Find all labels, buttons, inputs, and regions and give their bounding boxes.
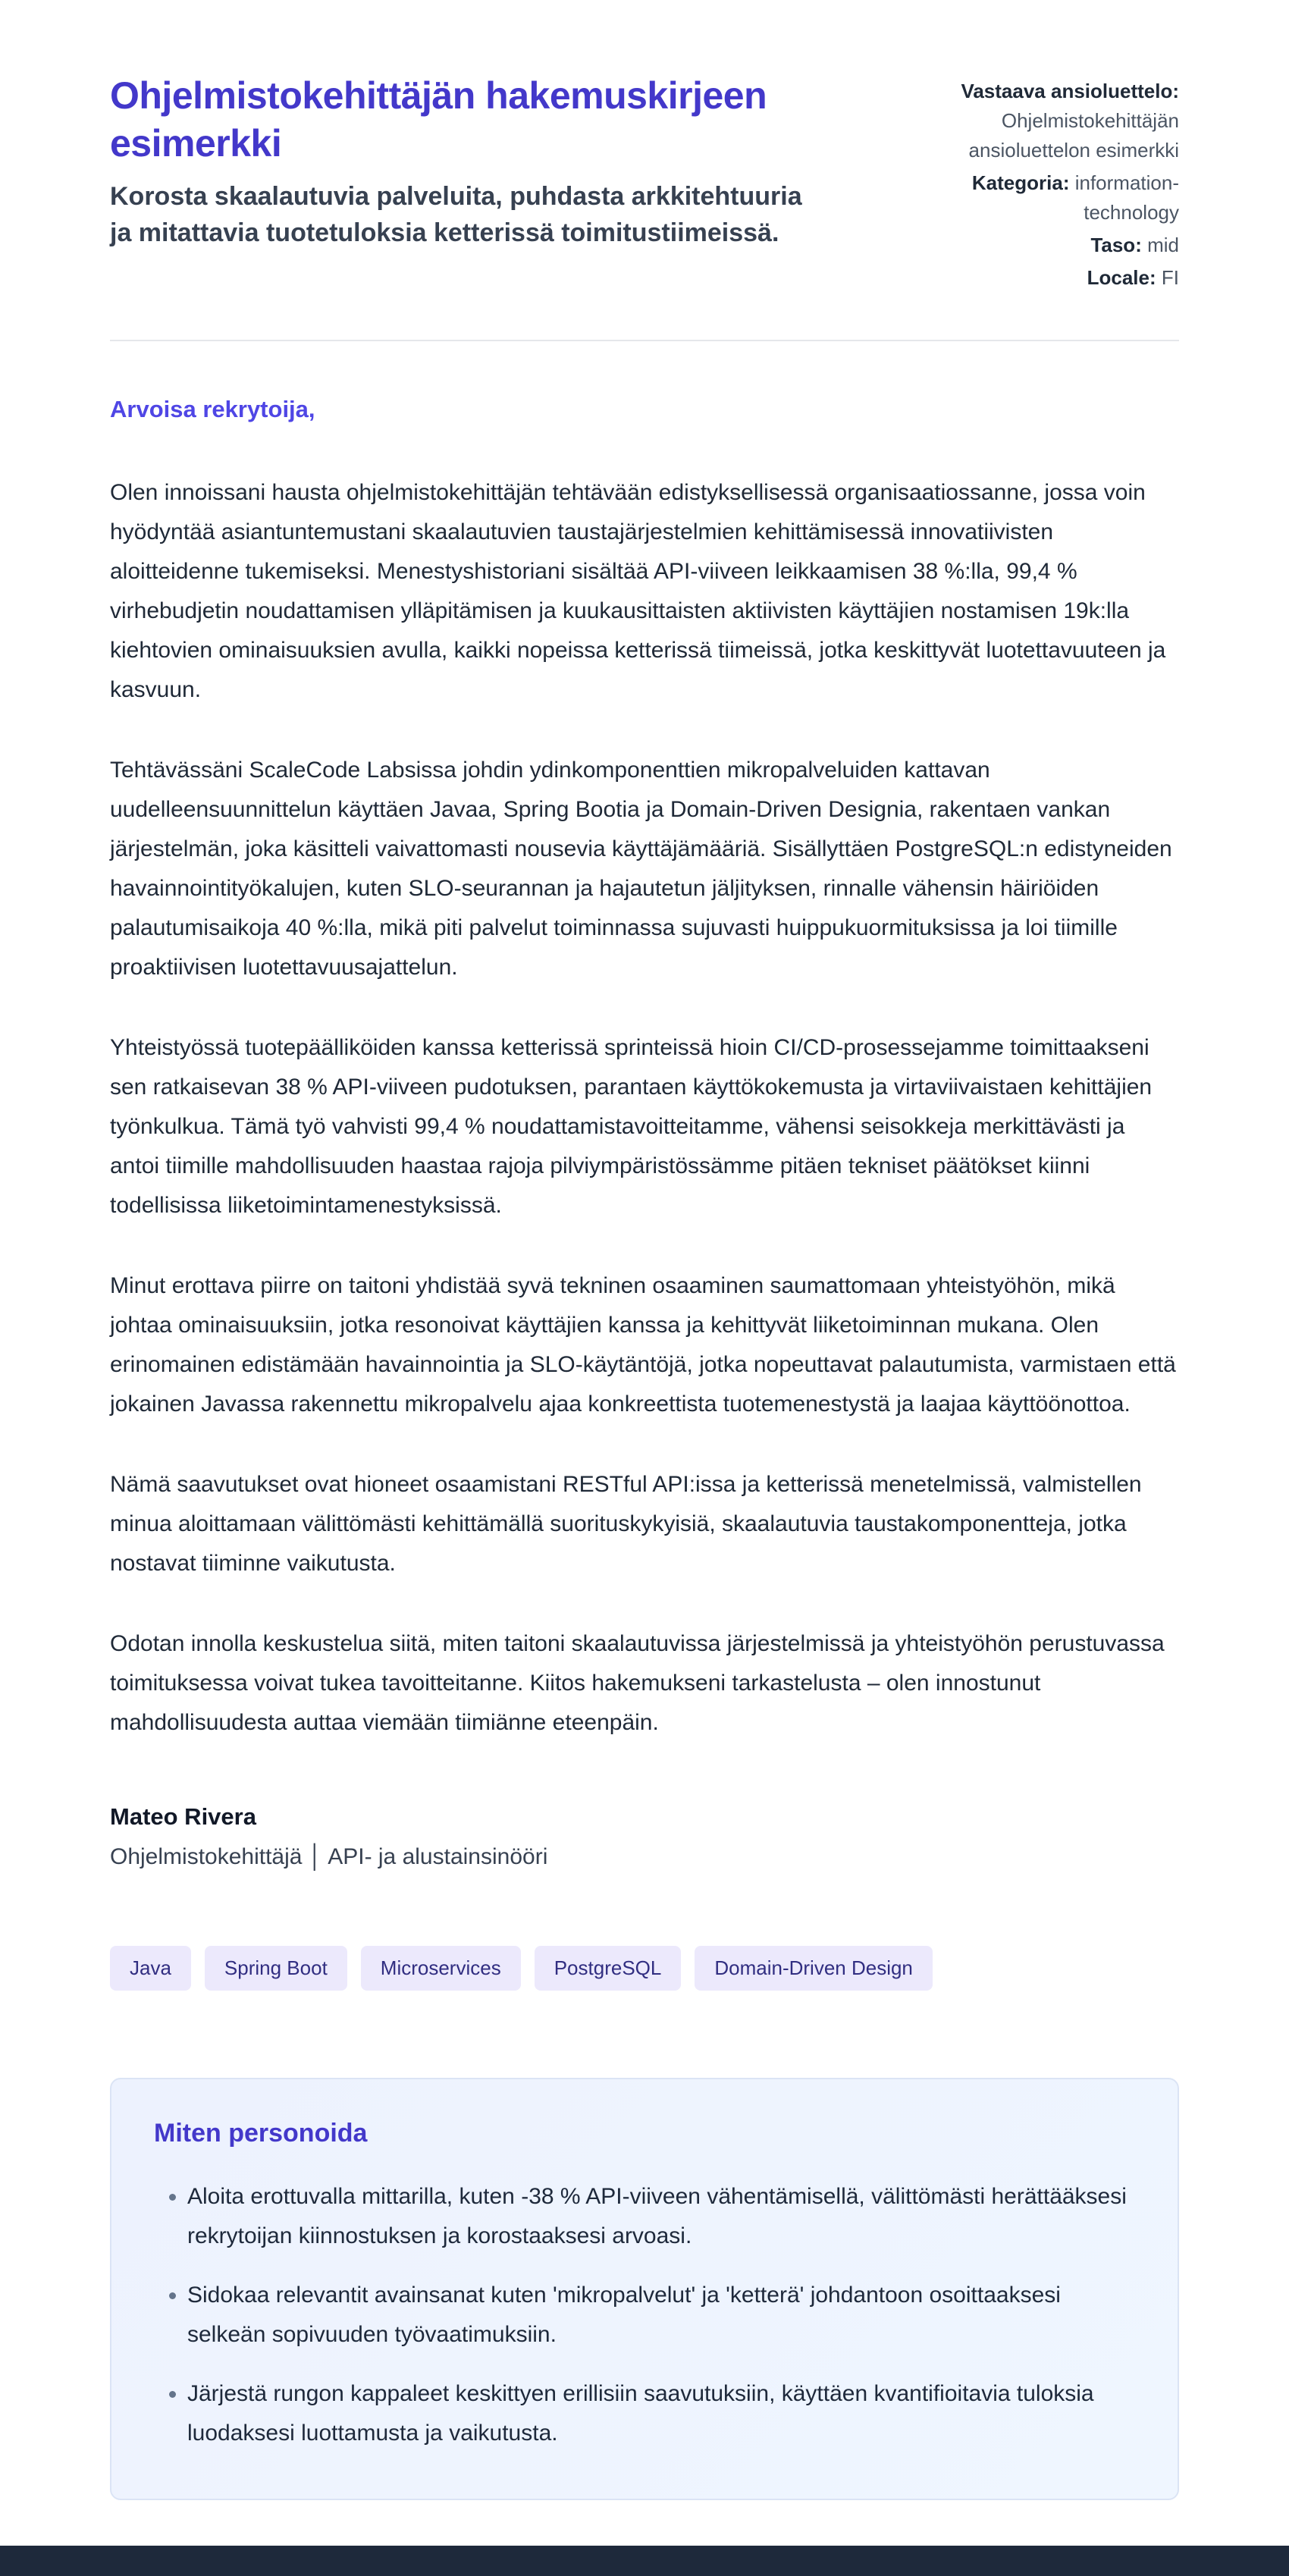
letter-paragraph: Odotan innolla keskustelua siitä, miten taitoni skaalautuvissa järjestelmissä ja yhteistyöhön perustuvassa toimituksessa voivat tukea tavoitteitanne. Kiitos hakemukseni tarkastelusta – olen innostunut mahdollisuudesta auttaa viemään tiimiänne eteenpäin. (110, 1631, 1165, 1735)
callout-title: Miten personoida (154, 2119, 368, 2148)
tag-pill[interactable]: Microservices (361, 1946, 521, 1991)
meta-label: Vastaava ansioluettelo: (961, 80, 1179, 102)
letter-body (110, 396, 1179, 2500)
letter-paragraph: Minut erottava piirre on taitoni yhdistää syvä tekninen osaaminen saumattomaan yhteistyöhön, mikä johtaa ominaisuuksiin, jotka resonoivat käyttäjien kanssa ja kehittyvät liiketoiminnan mukana. Olen erinomainen edistämään havainnointia ja SLO-käytäntöjä, jotka nopeuttavat palautumista, varmistaen että jokainen Javassa rakennettu mikropalvelu ajaa konkreettista tuotemenestystä ja laajaa käyttöönottoa. (110, 1273, 1176, 1417)
meta-value: Ohjelmistokehittäjän ansioluettelon esimerkki (968, 109, 1179, 162)
letter-paragraph: Yhteistyössä tuotepäälliköiden kanssa ketterissä sprinteissä hioin CI/CD-prosessejamme toimittaakseni sen ratkaisevan 38 % API-viiveen pudotuksen, parantaen käyttökokemusta ja virtaviivaistaen kehittäjien työnkulkua. Tämä työ vahvisti 99,4 % noudattamistavoitteitamme, vähensi seisokkeja merkittävästi ja antoi tiimille mahdollisuuden haastaa rajoja pilviympäristössämme pitäen tekniset päätökset kiinni todellisissa liiketoimintamenestyksissä. (110, 1035, 1153, 1218)
tag-pill[interactable]: Java (110, 1946, 191, 1991)
meta-value: mid (1147, 234, 1179, 256)
page-footer (0, 2546, 1289, 2576)
page-title: Ohjelmistokehittäjän hakemuskirjeen esimerkki (110, 74, 767, 165)
meta-value: information-technology (1074, 171, 1179, 224)
letter-paragraphs (110, 473, 1179, 1743)
tag-pill[interactable]: Spring Boot (205, 1946, 347, 1991)
meta-row (921, 77, 1179, 165)
callout-item: • Sidokaa relevantit avainsanat kuten 'mikropalvelut' ja 'ketterä' johdantoon osoittaaksesi selkeän sopivuuden työvaatimuksiin. (187, 2276, 1135, 2355)
page-header (110, 72, 1179, 296)
meta-panel (921, 72, 1179, 296)
letter-paragraph: Olen innoissani hausta ohjelmistokehittäjän tehtävään edistyksellisessä organisaatiossanne, jossa voin hyödyntää asiantuntemustani skaalautuvien taustajärjestelmien kehittämisessä innovatiivisten aloitteidenne tukemiseksi. Menestyshistoriani sisältää API-viiveen leikkaamisen 38 %:lla, 99,4 % virhebudjetin noudattamisen ylläpitämisen ja kuukausittaisten aktiivisten käyttäjien nostamisen 19k:lla kiehtovien ominaisuuksien avulla, kaikki nopeissa ketterissä tiimeissä, jotka keskittyvät luotettavuuteen ja kasvuun. (110, 480, 1166, 702)
meta-row (921, 231, 1179, 260)
letter-paragraph: Nämä saavutukset ovat hioneet osaamistani RESTful API:issa ja ketterissä menetelmissä, valmistellen minua aloittamaan välittömästi kehittämällä suorituskykyisiä, skaalautuvia taustakomponentteja, jotka nostavat tiiminne vaikutusta. (110, 1472, 1142, 1576)
header-divider (110, 340, 1179, 341)
meta-value: FI (1161, 266, 1179, 289)
meta-row (921, 263, 1179, 293)
signature-name: Mateo Rivera (110, 1803, 256, 1830)
callout-item: • Järjestä rungon kappaleet keskittyen erillisiin saavutuksiin, käyttäen kvantifioitavia tuloksia luodaksesi luottamusta ja vaikutusta. (187, 2374, 1135, 2453)
meta-label: Kategoria: (971, 171, 1070, 194)
callout-list (154, 2177, 1135, 2453)
tag-list (110, 1946, 1179, 1991)
letter-greeting: Arvoisa rekrytoija, (110, 396, 315, 422)
meta-row (921, 168, 1179, 227)
header-title-block (110, 72, 838, 252)
letter-paragraph: Tehtävässäni ScaleCode Labsissa johdin ydinkomponenttien mikropalveluiden kattavan uudelleensuunnittelun käyttäen Javaa, Spring Bootia ja Domain-Driven Designia, rakentaen vankan järjestelmän, joka käsitteli vaivattomasti nousevia käyttäjämääriä. Sisällyttäen PostgreSQL:n edistyneiden havainnointityökalujen, kuten SLO-seurannan ja hajautetun jäljityksen, rinnalle vähensin häiriöiden palautumisaikoja 40 %:lla, mikä piti palvelut toiminnassa sujuvasti huippukuormituksissa ja loi tiimille proaktiivisen luotettavuusajattelun. (110, 758, 1172, 980)
meta-label: Locale: (1087, 266, 1156, 289)
signature-role: Ohjelmistokehittäjä │ API- ja alustainsinööri (110, 1844, 548, 1869)
tag-pill[interactable]: Domain-Driven Design (695, 1946, 933, 1991)
personalization-callout (110, 2078, 1179, 2500)
callout-item: • Aloita erottuvalla mittarilla, kuten -38 % API-viiveen vähentämisellä, välittömästi herättääksesi rekrytoijan kiinnostuksen ja korostaaksesi arvoasi. (187, 2177, 1135, 2256)
page-subtitle: Korosta skaalautuvia palveluita, puhdasta arkkitehtuuria ja mitattavia tuotetuloksia ketterissä toimitustiimeissä. (110, 182, 802, 248)
tag-pill[interactable]: PostgreSQL (535, 1946, 682, 1991)
meta-label: Taso: (1090, 234, 1142, 256)
page (110, 0, 1179, 2500)
